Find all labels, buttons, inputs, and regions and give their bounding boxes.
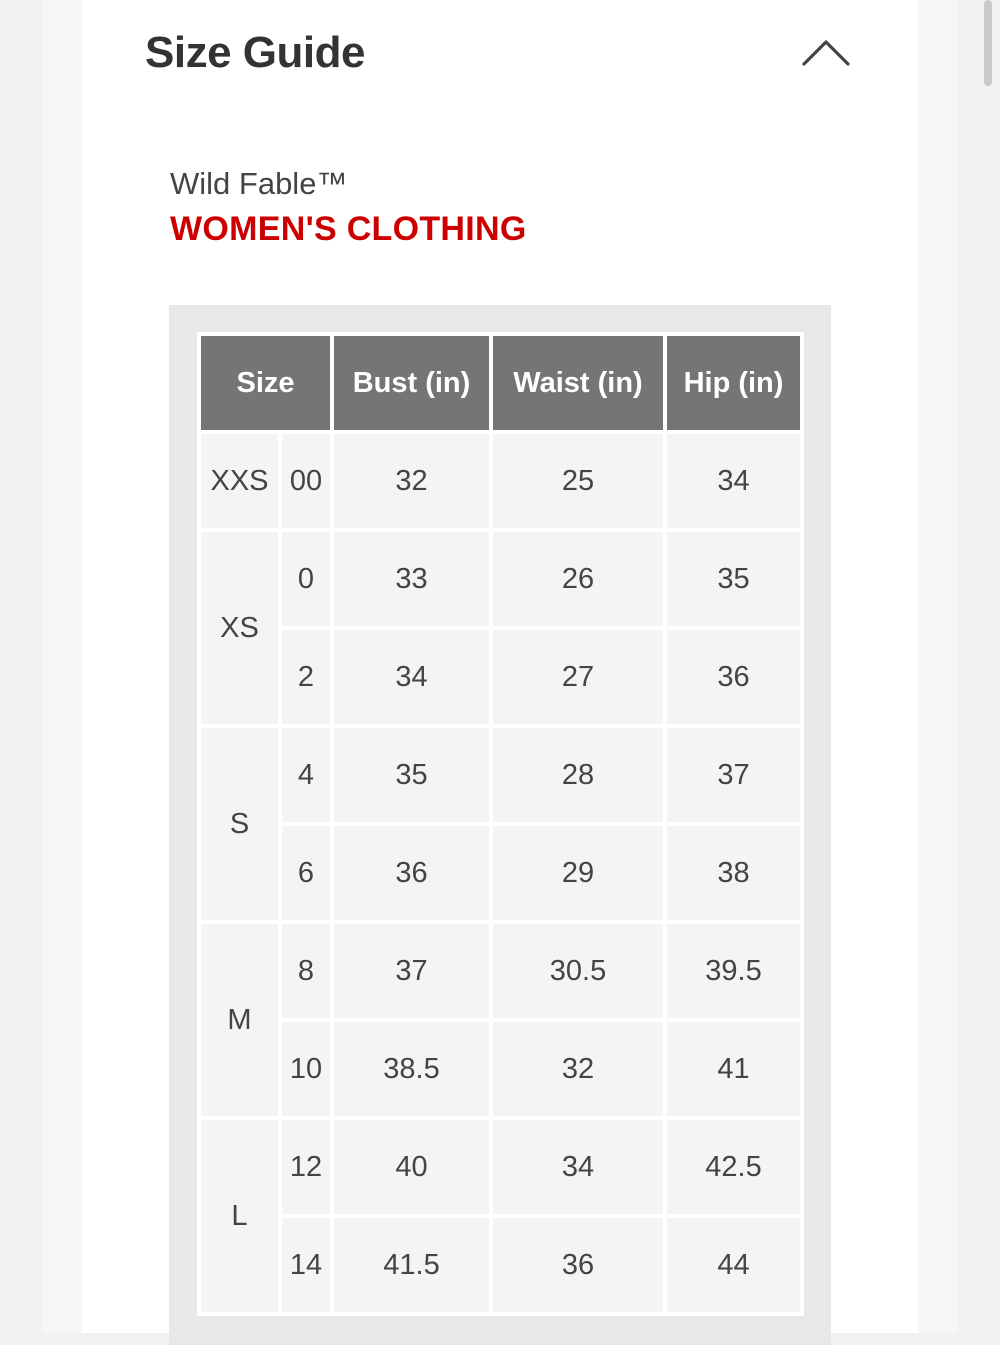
size-number-cell: 10: [282, 1022, 330, 1116]
size-number-cell: 12: [282, 1120, 330, 1214]
waist-cell: 27: [493, 630, 663, 724]
table-row: [201, 826, 800, 920]
table-row: [201, 630, 800, 724]
category-title: WOMEN'S CLOTHING: [170, 210, 527, 248]
size-chart-table: [197, 332, 804, 1316]
bust-cell: 35: [334, 728, 489, 822]
bust-cell: 36: [334, 826, 489, 920]
size-letter-cell: S: [201, 728, 278, 920]
column-header-waist: Waist (in): [493, 336, 663, 430]
bust-cell: 34: [334, 630, 489, 724]
hip-cell: 41: [667, 1022, 800, 1116]
size-letter-cell: XS: [201, 532, 278, 724]
table-row: [201, 532, 800, 626]
table-row: [201, 728, 800, 822]
hip-cell: 42.5: [667, 1120, 800, 1214]
hip-cell: 37: [667, 728, 800, 822]
size-letter-cell: XXS: [201, 434, 278, 528]
column-header-size: Size: [201, 336, 330, 430]
bust-cell: 37: [334, 924, 489, 1018]
size-number-cell: 14: [282, 1218, 330, 1312]
column-header-hip: Hip (in): [667, 336, 800, 430]
bust-cell: 32: [334, 434, 489, 528]
size-number-cell: 6: [282, 826, 330, 920]
size-letter-cell: M: [201, 924, 278, 1116]
table-row: [201, 924, 800, 1018]
size-number-cell: 4: [282, 728, 330, 822]
waist-cell: 32: [493, 1022, 663, 1116]
hip-cell: 39.5: [667, 924, 800, 1018]
table-row: [201, 1218, 800, 1312]
waist-cell: 26: [493, 532, 663, 626]
brand-name: Wild Fable™: [170, 166, 348, 201]
size-number-cell: 8: [282, 924, 330, 1018]
size-number-cell: 2: [282, 630, 330, 724]
size-number-cell: 0: [282, 532, 330, 626]
scrollbar-thumb[interactable]: [984, 0, 992, 86]
size-letter-cell: L: [201, 1120, 278, 1312]
table-row: [201, 434, 800, 528]
bust-cell: 40: [334, 1120, 489, 1214]
hip-cell: 38: [667, 826, 800, 920]
waist-cell: 34: [493, 1120, 663, 1214]
table-row: [201, 1022, 800, 1116]
collapse-toggle-button[interactable]: [798, 30, 854, 74]
hip-cell: 34: [667, 434, 800, 528]
waist-cell: 36: [493, 1218, 663, 1312]
column-header-bust: Bust (in): [334, 336, 489, 430]
bust-cell: 41.5: [334, 1218, 489, 1312]
hip-cell: 36: [667, 630, 800, 724]
page-title: Size Guide: [145, 28, 365, 77]
size-number-cell: 00: [282, 434, 330, 528]
waist-cell: 28: [493, 728, 663, 822]
table-row: [201, 1120, 800, 1214]
bust-cell: 38.5: [334, 1022, 489, 1116]
bust-cell: 33: [334, 532, 489, 626]
waist-cell: 25: [493, 434, 663, 528]
chevron-up-icon: [798, 30, 854, 74]
waist-cell: 30.5: [493, 924, 663, 1018]
hip-cell: 35: [667, 532, 800, 626]
hip-cell: 44: [667, 1218, 800, 1312]
waist-cell: 29: [493, 826, 663, 920]
table-header-row: [201, 336, 800, 430]
